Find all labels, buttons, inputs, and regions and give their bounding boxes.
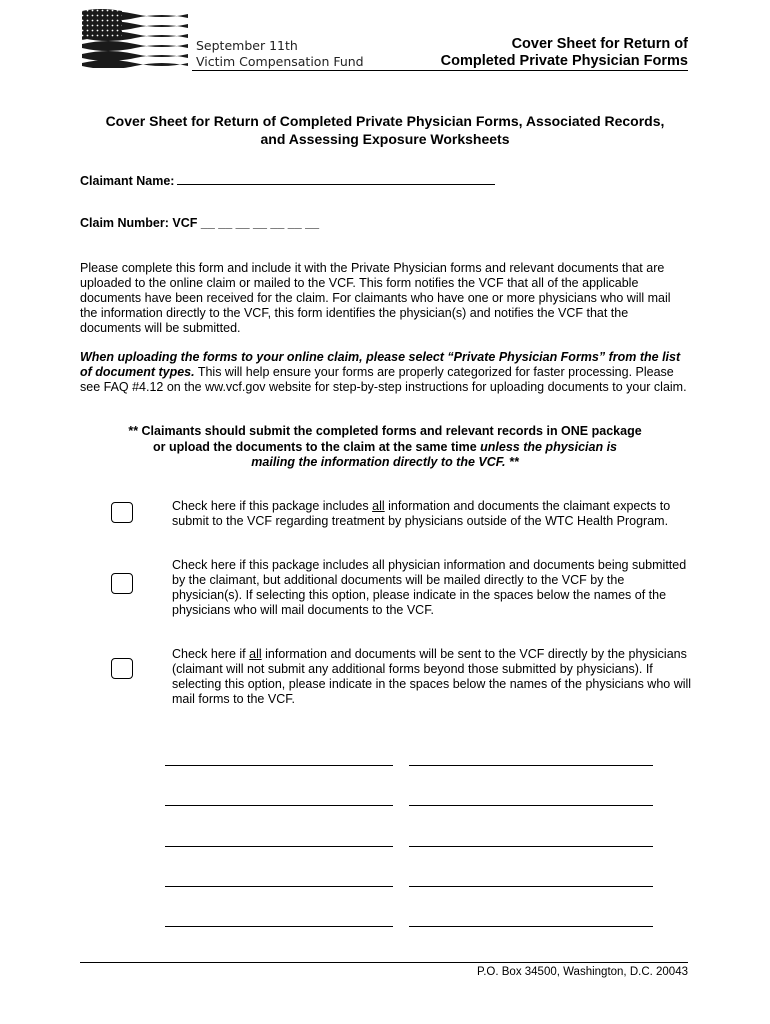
option-1-checkbox[interactable] [111, 502, 133, 523]
option-3-checkbox[interactable] [111, 658, 133, 679]
footer-divider [80, 962, 688, 963]
option-2-text-pre: Check here if this package includes all physician information and documents being submitted by the claimant, but additional documents will be mailed directly to the VCF by the physician(s). If selecting this option, please indicate in the spaces below the names of the physicians who will mail documents to the VCF. [172, 558, 687, 617]
header-title-line2: Completed Private Physician Forms [440, 53, 688, 69]
package-note-line2-italic: unless the physician is [480, 439, 617, 454]
package-note-line1: ** Claimants should submit the completed forms and relevant records in ONE package [128, 424, 642, 438]
us-flag-logo [80, 8, 190, 68]
intro-paragraph: Please complete this form and include it with the Private Physician forms and relevant documents that are uploaded to the online claim or mailed to the VCF. This form notifies the VCF that all of the applicable documents have been received for the claim. For claimants who have one or more physicians who will mail the information directly to the VCF, this form identifies the physician(s) and notifies the VCF that the documents will be submitted. [80, 261, 671, 335]
physician-name-line[interactable] [409, 846, 653, 847]
upload-note [80, 350, 690, 395]
package-note-line3 [80, 455, 690, 471]
physician-name-line[interactable] [409, 805, 653, 806]
option-2-checkbox[interactable] [111, 573, 133, 594]
physician-name-line[interactable] [409, 926, 653, 927]
header-title [441, 36, 688, 70]
upload-note-emphasis: When uploading the forms to your online claim, please select “Private Physician Forms” from the list of document types. [80, 350, 681, 379]
fund-name [196, 38, 364, 70]
option-3-text-underlined: all [249, 647, 262, 661]
claim-number-label: Claim Number: VCF [80, 216, 198, 230]
physician-name-line[interactable] [409, 765, 653, 766]
physician-name-line[interactable] [165, 886, 393, 887]
claimant-name-label: Claimant Name: [80, 174, 175, 188]
option-3-text [172, 647, 692, 707]
document-title [80, 112, 690, 148]
document-title-line2: and Assessing Exposure Worksheets [260, 131, 510, 147]
option-3-text-post: information and documents will be sent to the VCF directly by the physicians (claimant will not submit any additional forms beyond those submitted by physicians). If selecting this option, please indicate in the spaces below the names of the physicians who will mail forms to the VCF. [172, 647, 692, 706]
option-1-text [172, 499, 692, 529]
upload-note-rest: This will help ensure your forms are properly categorized for faster processing. Please see FAQ #4.12 on the ww.vcf.gov website for step-by-step instructions for uploading documents to your claim. [80, 365, 687, 394]
claimant-name-field [80, 172, 495, 188]
package-note [80, 424, 690, 471]
option-1-text-post: information and documents the claimant expects to submit to the VCF regarding treatment by physicians outside of the WTC Health Program. [172, 499, 671, 528]
footer-address: P.O. Box 34500, Washington, D.C. 20043 [477, 966, 688, 978]
package-note-line2 [80, 440, 690, 456]
physician-name-line[interactable] [165, 926, 393, 927]
claimant-name-input-line[interactable] [177, 172, 495, 185]
package-note-line3-text: mailing the information directly to the VCF. ** [251, 455, 519, 469]
physician-name-line[interactable] [165, 805, 393, 806]
claim-number-blanks[interactable]: __ __ __ __ __ __ __ [200, 216, 320, 230]
option-1-text-pre: Check here if this package includes [172, 499, 373, 513]
option-2-text [172, 558, 692, 618]
header-title-line1: Cover Sheet for Return of [511, 36, 688, 52]
fund-name-line1: September 11th [196, 38, 298, 53]
fund-name-line2: Victim Compensation Fund [196, 54, 364, 69]
claim-number-field [80, 216, 319, 230]
physician-name-line[interactable] [165, 846, 393, 847]
package-note-line2-plain: or upload the documents to the claim at the same time [152, 439, 481, 454]
option-1-text-underlined: all [372, 499, 385, 513]
physician-name-line[interactable] [409, 886, 653, 887]
option-3-text-pre: Check here if [172, 647, 250, 661]
document-title-line1: Cover Sheet for Return of Completed Private Physician Forms, Associated Records, [105, 113, 665, 129]
physician-name-line[interactable] [165, 765, 393, 766]
header-divider [192, 70, 688, 71]
